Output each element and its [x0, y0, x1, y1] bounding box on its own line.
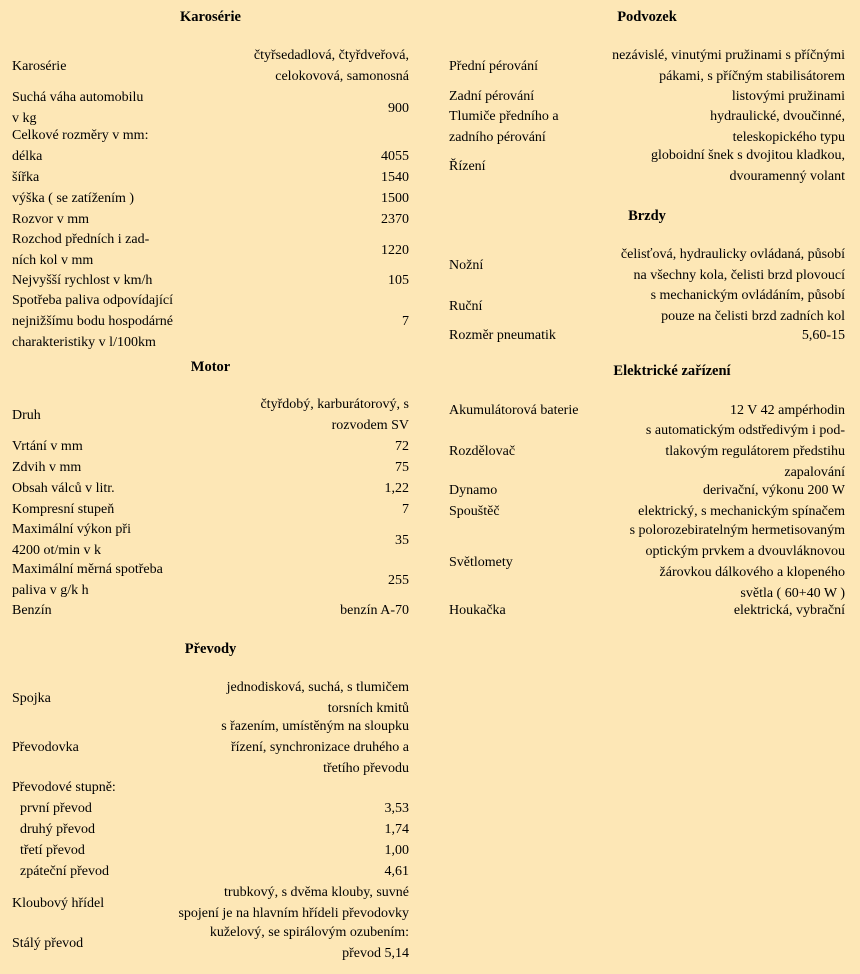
- spec-label: Tlumiče předního a zadního pérování: [449, 109, 559, 145]
- spec-value: 72: [395, 439, 409, 454]
- spec-value: 105: [388, 273, 409, 288]
- spec-row-displacement: [12, 478, 409, 499]
- spec-row-specific-consumption: [12, 560, 409, 600]
- spec-value: s mechanickým ovládáním, působí pouze na čelisti brzd zadních kol: [650, 288, 845, 324]
- spec-value: s řazením, umístěným na sloupku řízení, synchronizace druhého a třetího převodu: [221, 718, 409, 776]
- spec-label: Nejvyšší rychlost v km/h: [12, 273, 153, 288]
- spec-value: 75: [395, 460, 409, 475]
- section-title-elektricke-zarizeni: Elektrické zařízení: [613, 363, 731, 379]
- spec-row-clutch: [12, 677, 409, 719]
- spec-value: 35: [395, 532, 409, 548]
- spec-row-max-power: [12, 520, 409, 560]
- spec-label: Světlomety: [449, 554, 513, 570]
- spec-row-first-gear: [12, 798, 409, 819]
- spec-value: čtyřdobý, karburátorový, s rozvodem SV: [260, 397, 409, 433]
- spec-value: 4055: [381, 149, 409, 164]
- spec-label: Rozvor v mm: [12, 212, 89, 227]
- spec-label: Kompresní stupeň: [12, 502, 115, 517]
- spec-row-hand-brake: [449, 285, 845, 327]
- spec-row-battery: [449, 400, 845, 421]
- spec-row-length: [12, 146, 409, 167]
- spec-row-horn: [449, 600, 845, 621]
- spec-label: Vrtání v mm: [12, 439, 83, 454]
- spec-value: čelisťová, hydraulicky ovládaná, působí na všechny kola, čelisti brzd plovoucí: [620, 247, 845, 283]
- spec-row-foot-brake: [449, 243, 845, 287]
- spec-row-gearbox: [12, 717, 409, 777]
- spec-row-propshaft: [12, 882, 409, 924]
- spec-row-height: [12, 188, 409, 209]
- spec-value: 1220: [381, 242, 409, 258]
- spec-row-second-gear: [12, 819, 409, 840]
- spec-label: Dynamo: [449, 483, 498, 498]
- spec-value: elektrický, s mechanickým spínačem: [638, 504, 845, 519]
- spec-label: Maximální měrná spotřeba paliva v g/k h: [12, 562, 163, 598]
- spec-row-width: [12, 167, 409, 188]
- spec-label: Spouštěč: [449, 504, 500, 519]
- section-title-podvozek: Podvozek: [617, 9, 677, 25]
- spec-value: hydraulické, dvoučinné, teleskopického typu: [710, 109, 845, 145]
- spec-value: 1,74: [384, 822, 409, 837]
- spec-row-tyre-size: [449, 325, 845, 346]
- spec-value: 1540: [381, 170, 409, 185]
- spec-row-max-speed: [12, 270, 409, 291]
- spec-row-reverse-gear: [12, 861, 409, 882]
- spec-label: Spojka: [12, 690, 51, 706]
- spec-value: globoidní šnek s dvojitou kladkou, dvouramenný volant: [650, 148, 845, 184]
- spec-label: Stálý převod: [12, 935, 84, 951]
- spec-value: s polorozebiratelným hermetisovaným optickým prvkem a dvouvláknovou žárovkou dálkového a klopeného světla ( 60+40 W ): [629, 523, 845, 601]
- spec-value: čtyřsedadlová, čtyřdveřová, celokovová, samonosná: [253, 48, 409, 84]
- spec-value: s automatickým odstředivým i pod- tlakovým regulátorem předstihu zapalování: [645, 422, 845, 480]
- section-title-karoserie: Karosérie: [180, 9, 241, 25]
- section-title-motor: Motor: [190, 359, 231, 375]
- spec-label: první převod: [20, 801, 92, 816]
- spec-label: Převodovka: [12, 739, 79, 755]
- spec-value: trubkový, s dvěma klouby, suvné spojení je na hlavním hřídeli převodovky: [178, 885, 409, 921]
- spec-row-engine-type: [12, 394, 409, 436]
- spec-value: 1500: [381, 191, 409, 206]
- spec-row-shock-absorbers: [449, 107, 845, 147]
- spec-value: 7: [402, 502, 409, 517]
- spec-label: Převodové stupně:: [12, 780, 116, 795]
- section-title-brzdy: Brzdy: [628, 208, 666, 224]
- spec-label: Druh: [12, 407, 41, 423]
- spec-row-distributor: [449, 421, 845, 481]
- spec-row-front-suspension: [449, 44, 845, 88]
- spec-label: Maximální výkon při 4200 ot/min v k: [12, 522, 131, 558]
- spec-row-stroke: [12, 457, 409, 478]
- spec-value: derivační, výkonu 200 W: [702, 483, 845, 498]
- section-title-prevody: Převody: [184, 641, 237, 657]
- spec-value: 12 V 42 ampérhodin: [730, 403, 845, 418]
- spec-value: 4,61: [384, 864, 409, 879]
- spec-row-steering: [449, 145, 845, 187]
- spec-label: Nožní: [449, 257, 484, 273]
- spec-label: zpáteční převod: [20, 864, 110, 879]
- spec-label: Akumulátorová baterie: [449, 403, 579, 418]
- spec-label: Houkačka: [449, 603, 506, 618]
- spec-label: Řízení: [449, 158, 486, 174]
- spec-row-karoserie: [12, 45, 409, 87]
- spec-label: Rozdělovač: [449, 443, 516, 459]
- spec-row-final-drive: [12, 922, 409, 964]
- spec-value: jednodisková, suchá, s tlumičem torsních kmitů: [226, 680, 409, 716]
- spec-value: 900: [388, 100, 409, 116]
- spec-value: 5,60-15: [801, 328, 845, 343]
- spec-label: Spotřeba paliva odpovídající nejnižšímu bodu hospodárné charakteristiky v l/100km: [12, 292, 173, 350]
- spec-label: Přední pérování: [449, 58, 539, 74]
- spec-label: Rozchod předních i zad- ních kol v mm: [12, 232, 150, 268]
- spec-value: benzín A-70: [340, 603, 409, 618]
- spec-row-weight: [12, 87, 409, 129]
- spec-row-starter: [449, 501, 845, 522]
- spec-label: Rozměr pneumatik: [449, 328, 556, 343]
- spec-label: Ruční: [449, 298, 483, 314]
- spec-label: šířka: [12, 170, 40, 185]
- spec-value: nezávislé, vinutými pružinami s příčnými pákami, s příčným stabilisátorem: [612, 48, 845, 84]
- spec-value: 1,00: [384, 843, 409, 858]
- spec-row-third-gear: [12, 840, 409, 861]
- spec-row-dimensions: [12, 125, 409, 146]
- spec-row-compression: [12, 499, 409, 520]
- spec-row-headlights: [449, 522, 845, 602]
- spec-value: kuželový, se spirálovým ozubením: převod 5,14: [209, 925, 409, 961]
- spec-value: 1,22: [384, 481, 409, 496]
- spec-label: výška ( se zatížením ): [12, 191, 135, 206]
- spec-row-wheelbase: [12, 209, 409, 230]
- spec-value: 7: [402, 313, 409, 329]
- spec-label: délka: [12, 149, 43, 164]
- spec-row-rear-suspension: [449, 86, 845, 107]
- spec-label: Karosérie: [12, 58, 67, 74]
- spec-value: listovými pružinami: [731, 89, 845, 104]
- spec-label: Zadní pérování: [449, 89, 535, 104]
- spec-label: Kloubový hřídel: [12, 895, 105, 911]
- spec-row-petrol: [12, 600, 409, 621]
- spec-label: Benzín: [12, 603, 52, 618]
- spec-row-fuel-consumption: [12, 291, 409, 351]
- spec-label: Zdvih v mm: [12, 460, 82, 475]
- spec-row-track: [12, 230, 409, 270]
- spec-value: elektrická, vybrační: [733, 603, 845, 618]
- spec-label: třetí převod: [20, 843, 85, 858]
- spec-label: Obsah válců v litr.: [12, 481, 115, 496]
- spec-row-gear-ratios: [12, 777, 409, 798]
- spec-row-dynamo: [449, 480, 845, 501]
- spec-value: 255: [388, 572, 409, 588]
- spec-label: Suchá váha automobilu v kg: [12, 90, 144, 126]
- spec-row-bore: [12, 436, 409, 457]
- spec-label: Celkové rozměry v mm:: [12, 128, 149, 143]
- spec-value: 2370: [381, 212, 409, 227]
- spec-value: 3,53: [384, 801, 409, 816]
- spec-label: druhý převod: [20, 822, 96, 837]
